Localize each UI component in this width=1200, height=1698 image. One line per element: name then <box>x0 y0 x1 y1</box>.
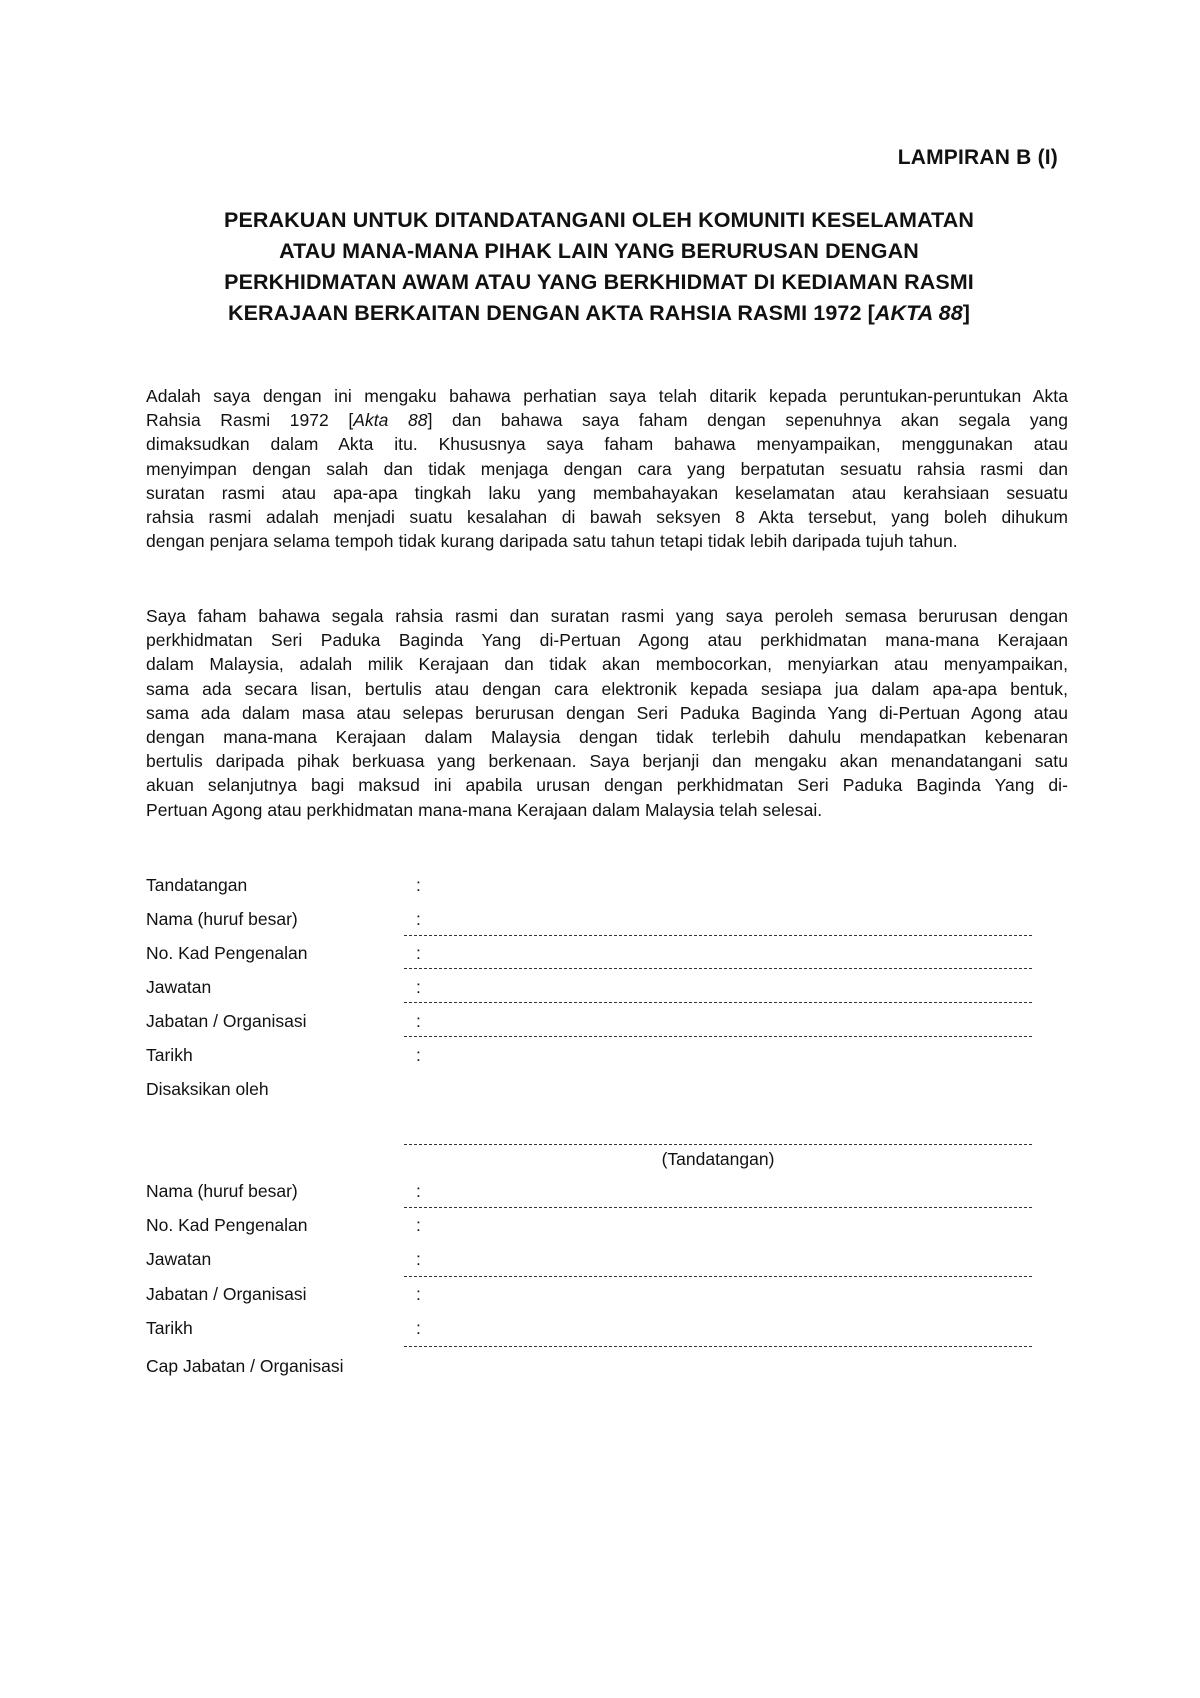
title-line-2: ATAU MANA-MANA PIHAK LAIN YANG BERURUSAN DENGAN <box>279 239 919 263</box>
act-reference: Akta 88 <box>353 410 428 431</box>
paragraph-line: Adalah saya dengan ini mengaku bahawa perhatian saya telah ditarik kepada peruntukan-peruntukan Akta <box>146 386 1068 406</box>
signature-label: Tandatangan <box>146 875 248 895</box>
witnessed-by-row <box>146 1079 1046 1105</box>
colon: : <box>416 1284 421 1304</box>
name-fill-line[interactable] <box>404 968 1032 969</box>
paragraph-line: sama ada secara lisan, bertulis atau dengan cara elektronik kepada sesiapa jua dalam apa-apa bentuk, <box>146 678 1068 699</box>
witness-date-fill-line[interactable] <box>404 1346 1032 1347</box>
title-line-3: PERKHIDMATAN AWAM ATAU YANG BERKHIDMAT DI KEDIAMAN RASMI <box>224 270 974 294</box>
ic-label: No. Kad Pengenalan <box>146 943 308 963</box>
paragraph-text: Rahsia Rasmi 1972 [ <box>146 410 354 431</box>
paragraph-line: rahsia rasmi adalah menjadi suatu kesalahan di bawah seksyen 8 Akta tersebut, yang boleh dihukum <box>146 507 1068 528</box>
paragraph-line: Saya faham bahawa segala rahsia rasmi dan suratan rasmi yang saya peroleh semasa berurusan dengan <box>146 606 1068 626</box>
name-row <box>146 909 1046 935</box>
title-line-4-text: KERAJAAN BERKAITAN DENGAN AKTA RAHSIA RASMI 1972 [ <box>227 301 875 325</box>
colon: : <box>416 1045 421 1065</box>
title-line-4-bracket: ] <box>962 301 971 325</box>
date-row <box>146 1045 1046 1071</box>
witness-signature-line[interactable] <box>404 1144 1032 1145</box>
witness-name-row <box>146 1181 1046 1207</box>
signature-caption: (Tandatangan) <box>661 1149 775 1169</box>
witness-position-row <box>146 1249 1046 1275</box>
signature-fill-line[interactable] <box>404 935 1032 936</box>
paragraph-line: sama ada dalam masa atau selepas berurusan dengan Seri Paduka Baginda Yang di-Pertuan Agong atau <box>146 702 1068 723</box>
witness-department-row <box>146 1284 1046 1310</box>
paragraph-line <box>146 408 1068 432</box>
signature-row <box>146 875 1046 901</box>
witness-ic-fill-line[interactable] <box>404 1276 1032 1277</box>
paragraph-line: dengan mana-mana Kerajaan dalam Malaysia dengan tidak terlebih dahulu mendapatkan kebenaran <box>146 727 1068 748</box>
department-label: Jabatan / Organisasi <box>146 1011 307 1031</box>
witness-date-label: Tarikh <box>146 1318 193 1338</box>
position-label: Jawatan <box>146 977 212 997</box>
witness-date-row <box>146 1318 1046 1344</box>
colon: : <box>416 1318 421 1338</box>
witness-department-label: Jabatan / Organisasi <box>146 1284 307 1304</box>
colon: : <box>416 875 421 895</box>
witness-name-label: Nama (huruf besar) <box>146 1181 298 1201</box>
paragraph-line: akuan selanjutnya bagi maksud ini apabila urusan dengan perkhidmatan Seri Paduka Baginda Yang di- <box>146 775 1068 796</box>
ic-fill-line[interactable] <box>404 1002 1032 1003</box>
witness-ic-row <box>146 1215 1046 1241</box>
colon: : <box>416 1181 421 1201</box>
stamp-row <box>146 1356 1046 1382</box>
colon: : <box>416 1215 421 1235</box>
title-line-4 <box>120 298 1078 329</box>
department-row <box>146 1011 1046 1037</box>
name-label: Nama (huruf besar) <box>146 909 298 929</box>
paragraph-line: suratan rasmi atau apa-apa tingkah laku yang membahayakan keselamatan atau kerahsiaan sesuatu <box>146 482 1068 503</box>
document-title <box>120 205 1078 329</box>
paragraph-line: dimaksudkan dalam Akta itu. Khususnya saya faham bahawa menyampaikan, menggunakan atau <box>146 434 1068 455</box>
title-act-reference: AKTA 88 <box>874 301 963 325</box>
colon: : <box>416 1249 421 1269</box>
ic-row <box>146 943 1046 969</box>
declaration-paragraph-2 <box>146 604 1068 822</box>
position-row <box>146 977 1046 1003</box>
paragraph-line: perkhidmatan Seri Paduka Baginda Yang di-Pertuan Agong atau perkhidmatan mana-mana Kerajaan <box>146 630 1068 651</box>
witness-ic-label: No. Kad Pengenalan <box>146 1215 308 1235</box>
stamp-label: Cap Jabatan / Organisasi <box>146 1356 344 1376</box>
declaration-paragraph-1 <box>146 384 1068 553</box>
colon: : <box>416 1011 421 1031</box>
paragraph-line: bertulis daripada pihak berkuasa yang berkenaan. Saya berjanji dan mengaku akan menandatangani satu <box>146 751 1068 772</box>
witness-position-label: Jawatan <box>146 1249 212 1269</box>
paragraph-text: ] dan bahawa saya faham dengan sepenuhnya akan segala yang <box>427 410 1068 431</box>
colon: : <box>416 977 421 997</box>
paragraph-line: dalam Malaysia, adalah milik Kerajaan dan tidak akan membocorkan, menyiarkan atau menyampaikan, <box>146 654 1068 675</box>
date-label: Tarikh <box>146 1045 193 1065</box>
paragraph-line: dengan penjara selama tempoh tidak kurang daripada satu tahun tetapi tidak lebih daripada tujuh tahun. <box>146 531 958 552</box>
paragraph-line: menyimpan dengan salah dan tidak menjaga dengan cara yang berpatutan sesuatu rahsia rasmi dan <box>146 458 1068 479</box>
title-line-1: PERAKUAN UNTUK DITANDATANGANI OLEH KOMUNITI KESELAMATAN <box>224 208 974 232</box>
paragraph-line: Pertuan Agong atau perkhidmatan mana-mana Kerajaan dalam Malaysia telah selesai. <box>146 799 823 820</box>
colon: : <box>416 943 421 963</box>
witnessed-by-label: Disaksikan oleh <box>146 1079 269 1099</box>
position-fill-line[interactable] <box>404 1036 1032 1037</box>
appendix-label: LAMPIRAN B (I) <box>897 146 1058 169</box>
colon: : <box>416 909 421 929</box>
witness-name-fill-line[interactable] <box>404 1207 1032 1208</box>
